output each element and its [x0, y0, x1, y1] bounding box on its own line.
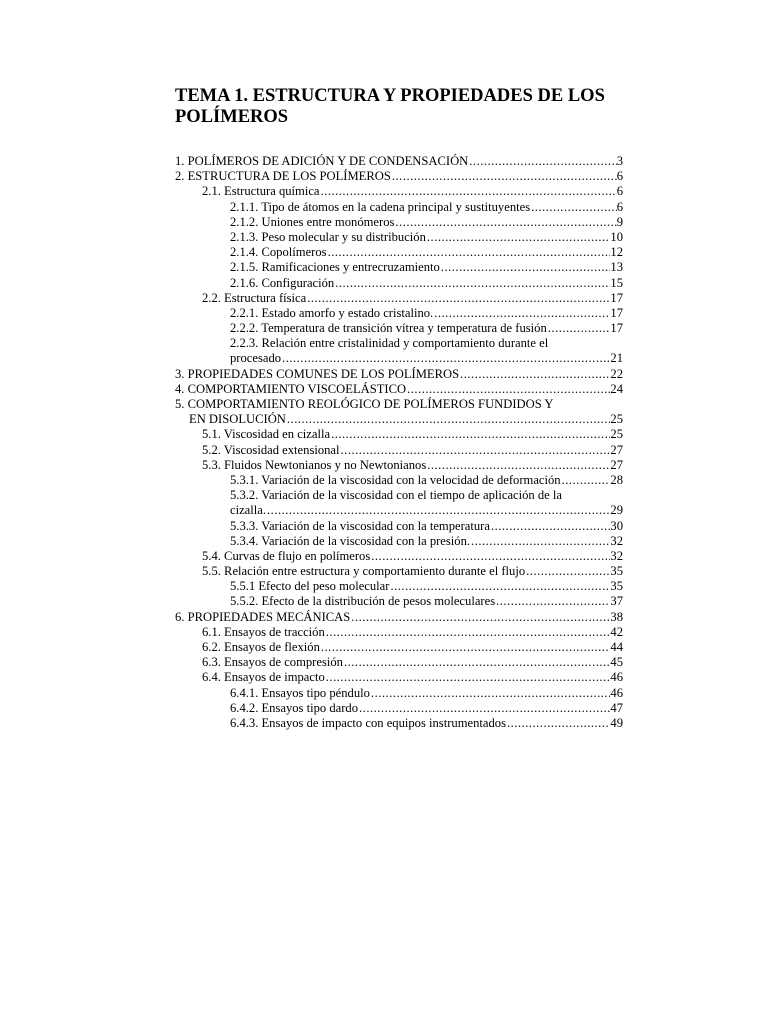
toc-entry: [175, 382, 623, 397]
document-title: TEMA 1. ESTRUCTURA Y PROPIEDADES DE LOS POLÍMEROS: [175, 86, 605, 127]
toc-entry-label: 2.2.2. Temperatura de transición vítrea y temperatura de fusión: [230, 321, 547, 336]
toc-dot-leader: [334, 276, 610, 291]
toc-entry-label-first-line: 5. COMPORTAMIENTO REOLÓGICO DE POLÍMEROS FUNDIDOS Y: [175, 397, 554, 412]
toc-entry: [175, 610, 623, 625]
toc-entry-page-number: 35: [610, 564, 623, 579]
toc-entry-page-number: 6: [616, 199, 623, 214]
toc-entry-label: 2.1.4. Copolímeros: [230, 245, 327, 260]
toc-entry-page-number: 35: [610, 579, 623, 594]
toc-entry-page-number: 25: [610, 412, 623, 427]
toc-entry-page-number: 9: [616, 214, 623, 229]
toc-entry: [175, 655, 623, 670]
toc-entry-label: 5.5. Relación entre estructura y comportamiento durante el flujo: [202, 564, 526, 579]
toc-entry-label: 5.3.4. Variación de la viscosidad con la presión.: [230, 533, 471, 548]
toc-dot-leader: [506, 716, 610, 731]
toc-entry-page-number: 42: [610, 624, 623, 639]
table-of-contents: [175, 154, 623, 731]
toc-dot-leader: [495, 594, 610, 609]
toc-entry: [175, 306, 623, 321]
toc-dot-leader: [340, 443, 611, 458]
toc-entry-label: cizalla.: [230, 503, 267, 518]
toc-entry-label: 2.1.6. Configuración: [230, 275, 335, 290]
toc-dot-leader: [490, 519, 610, 534]
toc-dot-leader: [391, 169, 617, 184]
toc-entry-label: 6. PROPIEDADES MECÁNICAS: [175, 609, 351, 624]
toc-entry: [175, 519, 623, 534]
toc-entry: [175, 321, 623, 336]
toc-entry-label: 3. PROPIEDADES COMUNES DE LOS POLÍMEROS: [175, 366, 460, 381]
toc-entry-page-number: 22: [610, 366, 623, 381]
toc-entry: [175, 458, 623, 473]
toc-entry-label: 6.2. Ensayos de flexión: [202, 640, 320, 655]
toc-entry: [175, 579, 623, 594]
toc-entry: [175, 397, 623, 427]
toc-entry-label: 5.2. Viscosidad extensional: [202, 442, 340, 457]
toc-entry-page-number: 28: [610, 472, 623, 487]
toc-entry-page-number: 15: [610, 275, 623, 290]
toc-entry-page-number: 10: [610, 229, 623, 244]
toc-dot-leader: [468, 154, 616, 169]
toc-entry-page-number: 32: [610, 548, 623, 563]
toc-dot-leader: [426, 458, 610, 473]
toc-entry-label: 2.1.3. Peso molecular y su distribución: [230, 229, 426, 244]
toc-entry-label: 2.2. Estructura física: [202, 290, 307, 305]
toc-entry: [175, 625, 623, 640]
toc-entry: [175, 200, 623, 215]
toc-entry-page-number: 38: [610, 609, 623, 624]
toc-entry-label: 6.3. Ensayos de compresión: [202, 655, 343, 670]
toc-entry-label: 6.1. Ensayos de tracción: [202, 624, 325, 639]
toc-dot-leader: [530, 200, 617, 215]
toc-dot-leader: [470, 534, 610, 549]
toc-dot-leader: [433, 306, 610, 321]
toc-entry-label: 6.4.1. Ensayos tipo péndulo: [230, 685, 370, 700]
toc-entry-page-number: 29: [610, 503, 623, 518]
toc-dot-leader: [459, 367, 610, 382]
toc-entry: [175, 336, 623, 366]
toc-entry-label-first-line: 5.3.2. Variación de la viscosidad con el tiempo de aplicación de la: [230, 488, 562, 503]
toc-entry-label-first-line: 2.2.3. Relación entre cristalinidad y comportamiento durante el: [230, 336, 549, 351]
toc-entry: [175, 291, 623, 306]
toc-dot-leader: [266, 503, 610, 518]
toc-entry-label: 4. COMPORTAMIENTO VISCOELÁSTICO: [175, 381, 407, 396]
toc-dot-leader: [327, 245, 611, 260]
toc-entry-label: 5.3.3. Variación de la viscosidad con la temperatura: [230, 518, 490, 533]
toc-entry: [175, 154, 623, 169]
toc-dot-leader: [286, 412, 611, 427]
toc-entry-page-number: 46: [610, 670, 623, 685]
toc-entry: [175, 640, 623, 655]
toc-entry-label: 2.1.2. Uniones entre monómeros: [230, 214, 395, 229]
toc-entry: [175, 594, 623, 609]
toc-entry-page-number: 49: [610, 715, 623, 730]
toc-entry-label: 6.4.2. Ensayos tipo dardo: [230, 700, 359, 715]
toc-entry-label: 2.1. Estructura química: [202, 184, 320, 199]
toc-entry: [175, 184, 623, 199]
toc-entry-page-number: 30: [610, 518, 623, 533]
toc-entry: [175, 473, 623, 488]
toc-entry-label: 5.4. Curvas de flujo en polímeros: [202, 548, 371, 563]
toc-entry-label: 5.3.1. Variación de la viscosidad con la velocidad de deformación: [230, 472, 561, 487]
toc-entry-page-number: 12: [610, 245, 623, 260]
toc-entry-page-number: 17: [610, 290, 623, 305]
toc-entry-page-number: 27: [610, 442, 623, 457]
toc-entry-label: 5.3. Fluidos Newtonianos y no Newtonianos: [202, 457, 427, 472]
toc-entry-page-number: 13: [610, 260, 623, 275]
toc-entry: [175, 488, 623, 518]
toc-entry-page-number: 44: [610, 640, 623, 655]
toc-entry-page-number: 21: [610, 351, 623, 366]
toc-entry: [175, 534, 623, 549]
toc-entry-page-number: 17: [610, 321, 623, 336]
toc-dot-leader: [358, 701, 610, 716]
toc-dot-leader: [320, 640, 611, 655]
toc-entry-page-number: 3: [616, 154, 623, 168]
toc-entry-page-number: 25: [610, 427, 623, 442]
toc-dot-leader: [330, 427, 610, 442]
toc-entry-label: 5.1. Viscosidad en cizalla: [202, 427, 331, 442]
toc-entry-page-number: 47: [610, 700, 623, 715]
toc-entry-page-number: 45: [610, 655, 623, 670]
toc-dot-leader: [370, 549, 610, 564]
toc-entry-label: 2. ESTRUCTURA DE LOS POLÍMEROS: [175, 169, 391, 184]
toc-entry-page-number: 24: [610, 381, 623, 396]
toc-entry: [175, 549, 623, 564]
toc-dot-leader: [561, 473, 611, 488]
toc-dot-leader: [306, 291, 610, 306]
toc-dot-leader: [426, 230, 611, 245]
toc-entry-label: EN DISOLUCIÓN: [189, 412, 286, 427]
toc-entry-label: 6.4.3. Ensayos de impacto con equipos instrumentados: [230, 715, 506, 730]
toc-dot-leader: [406, 382, 610, 397]
toc-dot-leader: [389, 579, 610, 594]
toc-entry: [175, 276, 623, 291]
toc-dot-leader: [525, 564, 610, 579]
toc-dot-leader: [325, 625, 611, 640]
toc-entry-page-number: 17: [610, 305, 623, 320]
toc-entry: [175, 701, 623, 716]
toc-entry: [175, 443, 623, 458]
toc-entry: [175, 670, 623, 685]
toc-entry: [175, 260, 623, 275]
toc-entry-label: 1. POLÍMEROS DE ADICIÓN Y DE CONDENSACIÓN: [175, 154, 469, 168]
toc-entry-label: 6.4. Ensayos de impacto: [202, 670, 325, 685]
toc-dot-leader: [350, 610, 610, 625]
toc-entry: [175, 686, 623, 701]
toc-entry-page-number: 46: [610, 685, 623, 700]
toc-entry-label: 5.5.1 Efecto del peso molecular: [230, 579, 390, 594]
toc-entry-label: 2.1.5. Ramificaciones y entrecruzamiento: [230, 260, 440, 275]
toc-entry: [175, 427, 623, 442]
toc-dot-leader: [320, 184, 617, 199]
toc-entry-label: 2.1.1. Tipo de átomos en la cadena principal y sustituyentes: [230, 199, 531, 214]
toc-entry-page-number: 6: [616, 184, 623, 199]
toc-entry-label: 2.2.1. Estado amorfo y estado cristalino.: [230, 305, 434, 320]
toc-dot-leader: [325, 670, 611, 685]
toc-entry: [175, 169, 623, 184]
toc-entry: [175, 245, 623, 260]
toc-dot-leader: [370, 686, 610, 701]
toc-dot-leader: [440, 260, 611, 275]
toc-dot-leader: [281, 351, 610, 366]
toc-entry-page-number: 6: [616, 169, 623, 184]
toc-entry-label: 5.5.2. Efecto de la distribución de pesos moleculares: [230, 594, 496, 609]
toc-entry: [175, 367, 623, 382]
toc-dot-leader: [343, 655, 610, 670]
toc-dot-leader: [394, 215, 616, 230]
toc-entry: [175, 230, 623, 245]
toc-entry: [175, 215, 623, 230]
toc-entry-page-number: 32: [610, 533, 623, 548]
toc-entry-label: procesado: [230, 351, 282, 366]
toc-entry-page-number: 37: [610, 594, 623, 609]
toc-entry-page-number: 27: [610, 457, 623, 472]
toc-entry: [175, 716, 623, 731]
toc-dot-leader: [547, 321, 611, 336]
toc-entry: [175, 564, 623, 579]
